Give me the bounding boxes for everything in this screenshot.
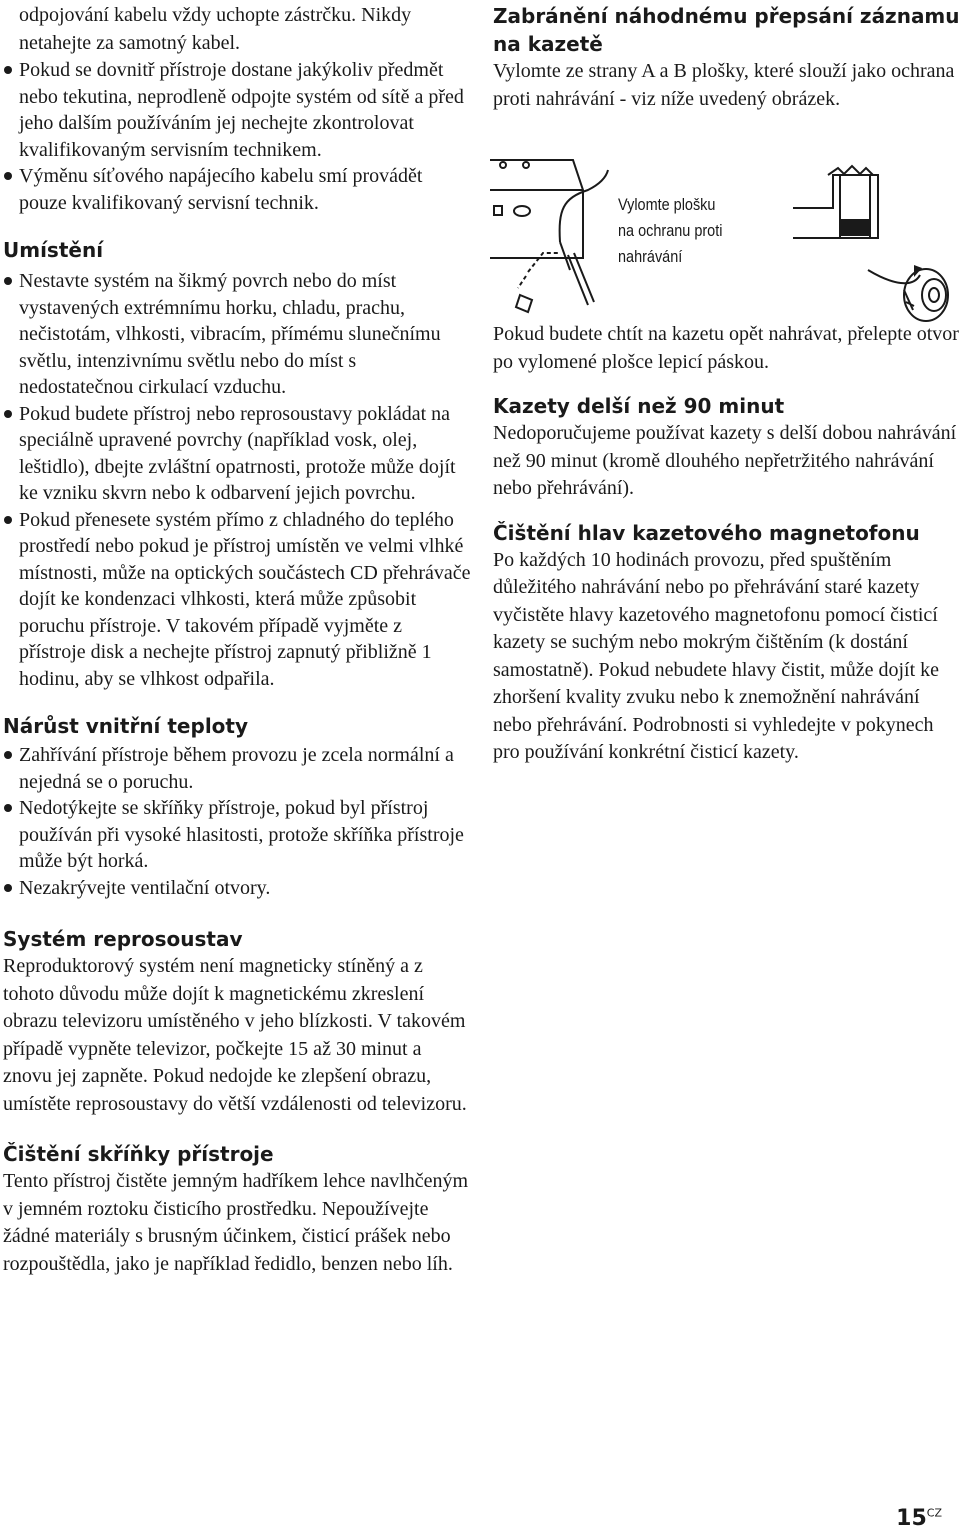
cassette-tab-figure xyxy=(488,150,958,340)
heading-kazety: Kazety delší než 90 minut xyxy=(493,394,785,418)
list-item: Nestavte systém na šikmý povrch nebo do míst vystavených extrémnímu horku, chladu, prachu, nečistotám, vlhkosti, vibracím, přímému slunečnímu světlu, intenzivnímu světlu nebo do míst s nedostatečnou cirkulací vzduchu. xyxy=(3,268,473,401)
list-item: Pokud se dovnitř přístroje dostane jakýkoliv předmět nebo tekutina, neprodleně odpojte systém od sítě a před jeho dalším používáním jej nechejte zkontrolovat kvalifikovaným servisním technikem. xyxy=(3,57,473,163)
list-item: Nezakrývejte ventilační otvory. xyxy=(3,875,473,902)
heading-cisteni-hlav: Čištění hlav kazetového magnetofonu xyxy=(493,520,920,545)
page-number-value: 15 xyxy=(896,1506,927,1531)
cisteni-skrinky-text: Tento přístroj čistěte jemným hadříkem lehce navlhčeným v jemném roztoku čisticího prostředku. Nepoužívejte žádné materiály s brusným účinkem, čisticí prášek nebo rozpouštědla, jako je například ředidlo, benzen nebo líh. xyxy=(3,1170,469,1275)
figure-label-line: na ochranu proti xyxy=(618,221,723,240)
list-item: Pokud budete přístroj nebo reprosoustavy pokládat na speciálně upravené povrchy (například vosk, olej, leštidlo), dbejte zvláštní opatrnosti, protože může dojít ke vzniku skvrn nebo k odbarvení jejich povrchu. xyxy=(3,401,473,507)
figure-label-line: nahrávání xyxy=(618,247,683,266)
language-code: CZ xyxy=(926,1506,942,1520)
right-column xyxy=(493,0,960,767)
figure-label xyxy=(618,192,746,270)
repro-text: Reproduktorový systém není magneticky stíněný a z tohoto důvodu může dojít k magnetickému zkreslení obrazu televizoru umístěného v jeho blízkosti. V takovém případě vypněte televizor, počkejte 15 až 30 minut a znovu jej zapněte. Pokud nedojde ke zlepšení obrazu, umístěte reprosoustavy do větší vzdálenosti od televizoru. xyxy=(3,955,467,1115)
heading-teplota: Nárůst vnitřní teploty xyxy=(3,714,249,738)
page-number xyxy=(896,1506,942,1531)
list-item: Pokud přenesete systém přímo z chladného do teplého prostředí nebo pokud je přístroj umístěn ve velmi vlhké místnosti, může na optických součástech CD přehrávače dojít ke kondenzaci vlhkosti, která může způsobit poruchu přístroje. V takovém případě vyjměte z přístroje disk a nechejte přístroj zapnutý přibližně 1 hodinu, aby se vlhkost odpařila. xyxy=(3,507,473,693)
zabraneni-text: Vylomte ze strany A a B plošky, které slouží jako ochrana proti nahrávání - viz níže uvedený obrázek. xyxy=(493,60,955,110)
left-column xyxy=(3,0,473,1278)
heading-umisteni: Umístění xyxy=(3,238,104,262)
list-item: Zahřívání přístroje během provozu je zcela normální a nejedná se o poruchu. xyxy=(3,742,473,795)
heading-repro: Systém reprosoustav xyxy=(3,927,243,951)
kazety-text: Nedoporučujeme používat kazety s delší dobou nahrávání než 90 minut (kromě dlouhého nepřetržitého nahrávání nebo přehrávání). xyxy=(493,422,957,499)
figure-label-line: Vylomte plošku xyxy=(618,195,716,214)
list-item: Výměnu síťového napájecího kabelu smí provádět pouze kvalifikovaný servisní technik. xyxy=(3,163,473,216)
heading-zabraneni: Zabránění náhodnému přepsání záznamu na kazetě xyxy=(493,4,960,56)
after-figure-text: Pokud budete chtít na kazetu opět nahrávat, přelepte otvor po vylomené plošce lepicí páskou. xyxy=(493,323,959,373)
cisteni-hlav-text: Po každých 10 hodinách provozu, před spuštěním důležitého nahrávání nebo po přehrávání staré kazety vyčistěte hlavy kazetového magnetofonu pomocí čisticí kazety se suchým nebo mokrým čištěním (k dostání samostatně). Pokud nebudete hlavy čistit, může dojít ke zhoršení kvality zvuku nebo k znemožnění nahrávání nebo přehrávání. Podrobnosti si vyhledejte v pokynech pro používání konkrétní čisticí kazety. xyxy=(493,548,940,763)
heading-cisteni-skrinky: Čištění skříňky přístroje xyxy=(3,1142,274,1166)
intro-continued-text: odpojování kabelu vždy uchopte zástrčku. Nikdy netahejte za samotný kabel. xyxy=(19,4,412,54)
list-item: Nedotýkejte se skříňky přístroje, pokud byl přístroj používán při vysoké hlasitosti, protože skříňka přístroje může být horká. xyxy=(3,795,473,875)
